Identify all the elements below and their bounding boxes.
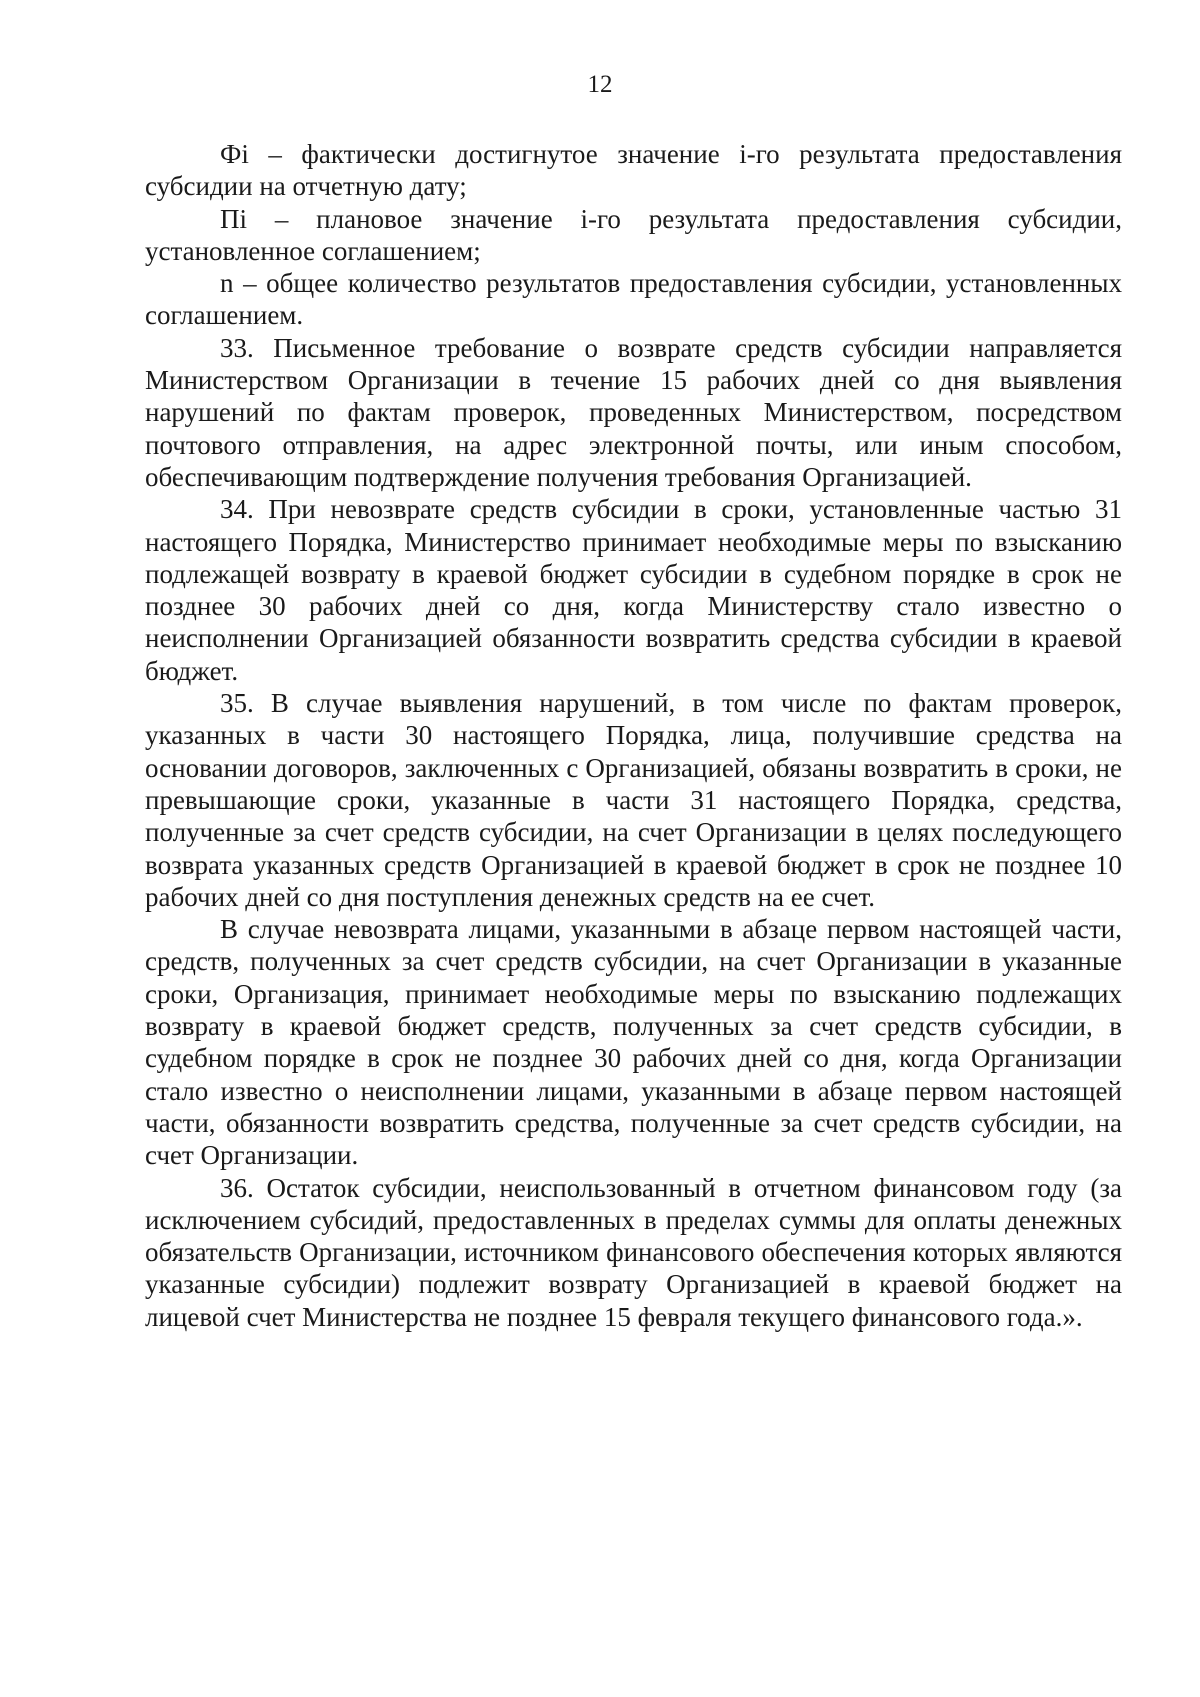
document-body [145, 138, 1122, 1333]
definition-result-count: n – общее количество результатов предоставления субсидии, установленных соглашением. [145, 268, 1122, 331]
clause-33: 33. Письменное требование о возврате средств субсидии направляется Министерством Организации в течение 15 рабочих дней со дня выявления нарушений по фактам проверок, проведенных Министерством, посредством почтового отправления, на адрес электронной почты, или иным способом, обеспечивающим подтверждение получения требования Организацией. [145, 332, 1122, 492]
definition-plan-value: Пi – плановое значение i-го результата предоставления субсидии, установленное соглашением; [145, 203, 1122, 266]
clause-36: 36. Остаток субсидии, неиспользованный в отчетном финансовом году (за исключением субсидий, предоставленных в пределах суммы для оплаты денежных обязательств Организации, источником финансового обеспечения которых являются указанные субсидии) подлежит возврату Организацией в краевой бюджет на лицевой счет Министерства не позднее 15 февраля текущего финансового года.». [145, 1172, 1122, 1332]
clause-35-paragraph-2: В случае невозврата лицами, указанными в абзаце первом настоящей части, средств, полученных за счет средств субсидии, на счет Организации в указанные сроки, Организация, принимает необходимые меры по взысканию подлежащих возврату в краевой бюджет средств, полученных за счет средств субсидии, в судебном порядке в срок не позднее 30 рабочих дней со дня, когда Организации стало известно о неисполнении лицами, указанными в абзаце первом настоящей части, обязанности возвратить средства, полученные за счет средств субсидии, на счет Организации. [145, 914, 1122, 1171]
clause-35: 35. В случае выявления нарушений, в том числе по фактам проверок, указанных в части 30 настоящего Порядка, лица, получившие средства на основании договоров, заключенных с Организацией, обязаны возвратить в сроки, не превышающие сроки, указанные в части 31 настоящего Порядка, средства, полученные за счет средств субсидии, на счет Организации в целях последующего возврата указанных средств Организацией в краевой бюджет в срок не позднее 10 рабочих дней со дня поступления денежных средств на ее счет. [145, 688, 1122, 912]
clause-34: 34. При невозврате средств субсидии в сроки, установленные частью 31 настоящего Порядка, Министерство принимает необходимые меры по взысканию подлежащей возврату в краевой бюджет субсидии в судебном порядке в срок не позднее 30 рабочих дней со дня, когда Министерству стало известно о неисполнении Организацией обязанности возвратить средства субсидии в краевой бюджет. [145, 494, 1122, 686]
definition-fact-value: Фi – фактически достигнутое значение i-го результата предоставления субсидии на отчетную дату; [145, 139, 1122, 202]
page-number: 12 [587, 71, 613, 98]
